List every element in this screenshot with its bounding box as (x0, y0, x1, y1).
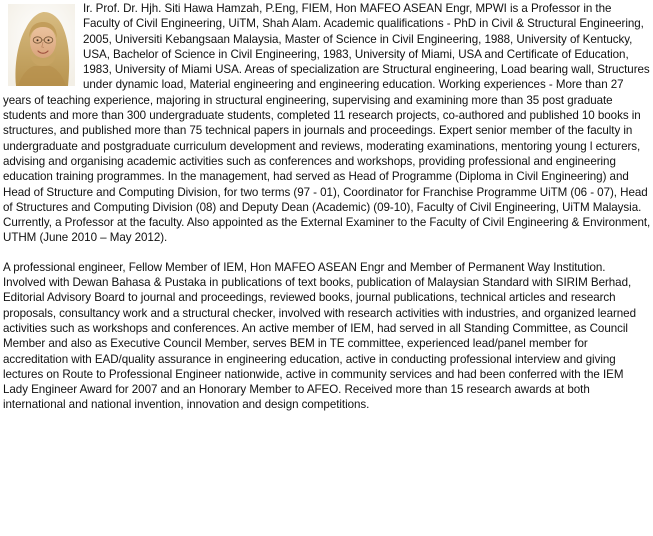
portrait-photo-icon (8, 4, 75, 86)
profile-photo (8, 4, 75, 86)
bio-paragraph-1: Ir. Prof. Dr. Hjh. Siti Hawa Hamzah, P.Eng, FIEM, Hon MAFEO ASEAN Engr, MPWI is a Professor in the Faculty of Civil Engineering, UiTM, Shah Alam. Academic qualifications - PhD in Civil & Structural Engineering, 2005, Universiti Kebangsaan Malaysia, Master of Science in Civil Engineering, 1988, University of Kentucky, USA, Bachelor of Science in Civil Engineering, 1983, University of Miami, USA and Certificate of Education, 1983, University of Miami USA. Areas of specialization are Structural engineering, Load bearing wall, Structures under dynamic load, Material engineering and engineering education. Working experiences - More than 27 years of teaching experience, majoring in structural engineering, supervising and examining more than 35 post graduate students and more than 300 undergraduate students, completed 11 research projects, co-authored and published 10 books in structures, and published more than 75 technical papers in journals and proceedings. Expert senior member of the faculty in undergraduate and postgraduate curriculum development and reviews, moderating examinations, mentoring young l ecturers, advising and organising academic activities such as conferences and workshops, providing professional and engineering education training programmes. In the management, had served as Head of Programme (Diploma in Civil Engineering) and Head of Structure and Computing Division, for two terms (97 - 01), Coordinator for Franchise Programme UiTM (06 - 07), Head of Structures and Computing Division (08) and Deputy Dean (Academic) (09-10), Faculty of Civil Engineering, UiTM Malaysia. Currently, a Professor at the faculty. Also appointed as the External Examiner to the Faculty of Civil Engineering & Environment, UTHM (June 2010 – May 2012). (3, 2, 651, 245)
bio-paragraph-2: A professional engineer, Fellow Member of IEM, Hon MAFEO ASEAN Engr and Member of Permanent Way Institution. Involved with Dewan Bahasa & Pustaka in publications of text books, publication of Malaysian Standard with SIRIM Berhad, Editorial Advisory Board to journal and proceedings, reviewed books, journal publications, technical articles and research proposals, consultancy work and a structural checker, involved with research activities with industries, and organized learned activities such as workshops and conferences. An active member of IEM, had served in all Standing Committee, as Council Member and also as Executive Council Member, serves BEM in TE committee, experienced lead/panel member for accreditation with EAD/quality assurance in engineering education, active in conducting professional interview and giving lectures on Route to Professional Engineer nationwide, active in community services and had been conferred with the IEM Lady Engineer Award for 2007 and an Honorary Member to AFEO. Received more than 15 research awards at both international and national invention, innovation and design competitions. (3, 260, 636, 412)
